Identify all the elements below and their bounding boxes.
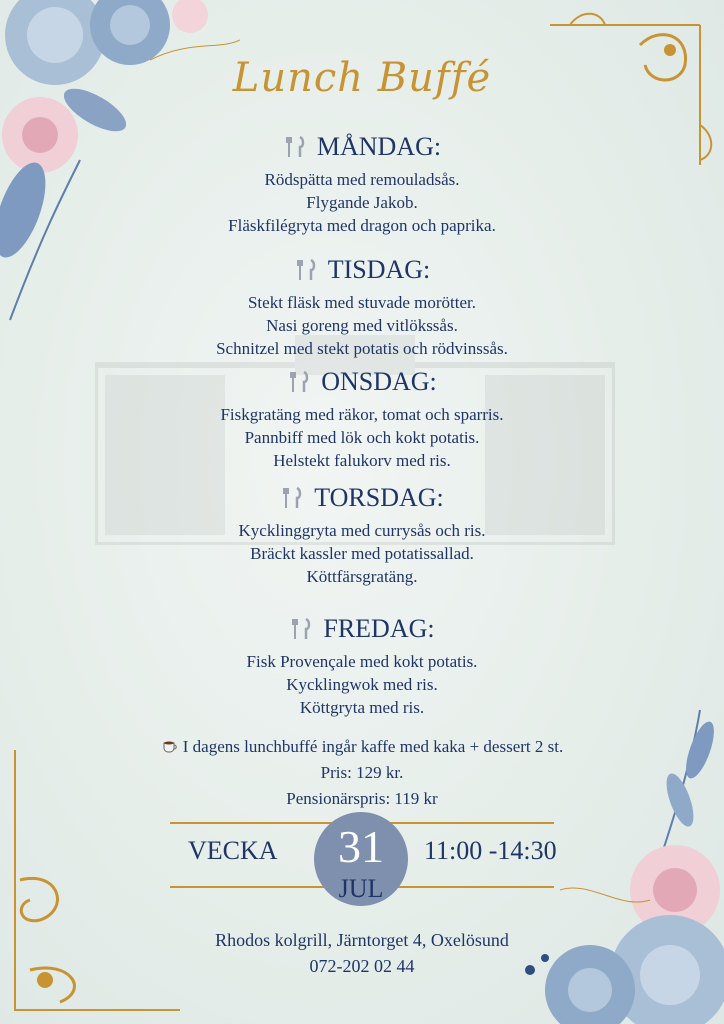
- day-name: MÅNDAG:: [316, 132, 442, 161]
- dish-item: Fiskgratäng med räkor, tomat och sparris.: [220, 405, 504, 424]
- day-name: FREDAG:: [323, 614, 435, 643]
- day-section-monday: [0, 130, 724, 237]
- month-label: JUL: [338, 874, 384, 903]
- footer: [0, 927, 724, 979]
- dish-item: Köttfärsgratäng.: [306, 567, 418, 586]
- dish-item: Pannbiff med lök och kokt potatis.: [244, 428, 480, 447]
- day-section-friday: [0, 612, 724, 719]
- dish-item: Nasi goreng med vitlökssås.: [266, 316, 458, 335]
- pension-price-text: Pensionärspris: 119 kr: [286, 789, 438, 808]
- dish-item: Schnitzel med stekt potatis och rödvinssås.: [216, 339, 508, 358]
- included-text: I dagens lunchbuffé ingår kaffe med kaka + dessert 2 st.: [182, 737, 564, 756]
- included-line: [0, 734, 724, 760]
- coffee-icon: [161, 736, 179, 754]
- cutlery-icon: [280, 485, 306, 511]
- cutlery-icon: [289, 616, 315, 642]
- dish-item: Helstekt falukorv med ris.: [273, 451, 451, 470]
- day-section-wednesday: [0, 365, 724, 472]
- dish-item: Kycklinggryta med currysås och ris.: [238, 521, 486, 540]
- address-text: Rhodos kolgrill, Järntorget 4, Oxelösund: [215, 930, 509, 950]
- day-name: ONSDAG:: [321, 367, 437, 396]
- price-text: Pris: 129 kr.: [320, 763, 404, 782]
- dish-item: Kycklingwok med ris.: [286, 675, 438, 694]
- day-name: TISDAG:: [327, 255, 431, 284]
- cutlery-icon: [283, 134, 309, 160]
- phone-text: 072-202 02 44: [309, 956, 415, 976]
- day-section-thursday: [0, 481, 724, 588]
- dish-item: Bräckt kassler med potatissallad.: [250, 544, 474, 563]
- dish-item: Köttgryta med ris.: [299, 698, 425, 717]
- day-name: TORSDAG:: [314, 483, 444, 512]
- dish-item: Rödspätta med remouladsås.: [264, 170, 460, 189]
- day-section-tuesday: [0, 253, 724, 360]
- price-info: [0, 734, 724, 812]
- cutlery-icon: [287, 369, 313, 395]
- dish-item: Fläskfilégryta med dragon och paprika.: [228, 216, 496, 235]
- dish-item: Flygande Jakob.: [306, 193, 418, 212]
- dish-item: Stekt fläsk med stuvade morötter.: [247, 293, 477, 312]
- week-label: VECKA: [188, 836, 278, 865]
- week-number: 31: [338, 821, 384, 872]
- cutlery-icon: [294, 257, 320, 283]
- opening-hours: 11:00 -14:30: [424, 836, 557, 865]
- menu-title: Lunch Buffé: [232, 55, 492, 101]
- dish-item: Fisk Provençale med kokt potatis.: [246, 652, 478, 671]
